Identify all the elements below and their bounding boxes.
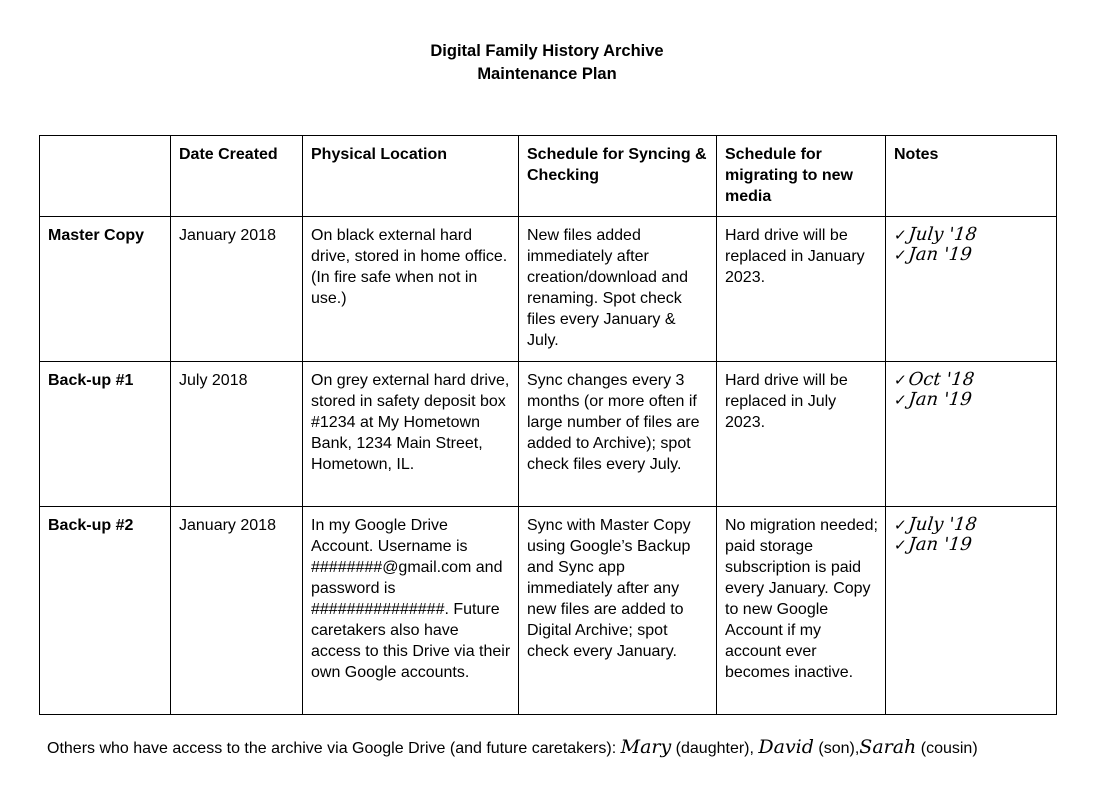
header-notes: Notes xyxy=(886,136,1057,217)
row-name: Back-up #2 xyxy=(40,507,171,715)
sync-schedule-cell: Sync with Master Copy using Google’s Backup and Sync app immediately after any new files are added to Digital Archive; spot check every January. xyxy=(519,507,717,715)
header-physical-location: Physical Location xyxy=(303,136,519,217)
checkmark-icon: ✓ xyxy=(893,536,908,554)
migration-schedule-cell: Hard drive will be replaced in July 2023. xyxy=(717,362,886,507)
notes-cell xyxy=(886,217,1057,362)
notes-cell xyxy=(886,507,1057,715)
handwritten-note: ✓Jan '19 xyxy=(893,244,973,265)
checkmark-icon: ✓ xyxy=(893,516,908,534)
checkmark-icon: ✓ xyxy=(893,226,908,244)
handwritten-note: ✓Jan '19 xyxy=(893,389,973,410)
table-row-backup-2 xyxy=(40,507,1057,715)
footer-caretakers-line xyxy=(47,737,1087,761)
physical-location-cell: On grey external hard drive, stored in safety deposit box #1234 at My Hometown Bank, 1234 Main Street, Hometown, IL. xyxy=(303,362,519,507)
table-row-master-copy xyxy=(40,217,1057,362)
checkmark-icon: ✓ xyxy=(893,371,908,389)
footer-lead-text: Others who have access to the archive via Google Drive (and future caretakers): xyxy=(47,740,617,757)
physical-location-cell: On black external hard drive, stored in home office. (In fire safe when not in use.) xyxy=(303,217,519,362)
checkmark-icon: ✓ xyxy=(893,391,908,409)
header-blank xyxy=(40,136,171,217)
title-line-2: Maintenance Plan xyxy=(477,65,617,83)
migration-schedule-cell: Hard drive will be replaced in January 2023. xyxy=(717,217,886,362)
date-created-cell: January 2018 xyxy=(171,507,303,715)
header-date-created: Date Created xyxy=(171,136,303,217)
notes-cell xyxy=(886,362,1057,507)
footer-relation: (son), xyxy=(818,740,860,757)
table-header-row xyxy=(40,136,1057,217)
row-name: Back-up #1 xyxy=(40,362,171,507)
header-schedule-syncing: Schedule for Syncing & Checking xyxy=(519,136,717,217)
maintenance-plan-table xyxy=(39,135,1057,715)
footer-relation: (daughter), xyxy=(675,740,754,757)
footer-relation: (cousin) xyxy=(920,740,978,757)
sync-schedule-cell: Sync changes every 3 months (or more often if large number of files are added to Archive); spot check files every July. xyxy=(519,362,717,507)
handwritten-note: ✓July '18 xyxy=(893,224,979,245)
handwritten-name: Mary xyxy=(620,736,672,758)
physical-location-cell: In my Google Drive Account. Username is ########@gmail.com and password is ###############. Future caretakers also have access to this Drive via their own Google accounts. xyxy=(303,507,519,715)
date-created-cell: July 2018 xyxy=(171,362,303,507)
handwritten-note: ✓July '18 xyxy=(893,514,979,535)
document-title xyxy=(0,40,1094,86)
date-created-cell: January 2018 xyxy=(171,217,303,362)
migration-schedule-cell: No migration needed; paid storage subscription is paid every January. Copy to new Google Account if my account ever becomes inactive. xyxy=(717,507,886,715)
table-row-backup-1 xyxy=(40,362,1057,507)
header-schedule-migrating: Schedule for migrating to new media xyxy=(717,136,886,217)
handwritten-name: Sarah xyxy=(859,736,917,758)
handwritten-name: David xyxy=(758,736,814,758)
title-line-1: Digital Family History Archive xyxy=(430,42,664,60)
row-name: Master Copy xyxy=(40,217,171,362)
handwritten-note: ✓Oct '18 xyxy=(893,369,976,390)
handwritten-note: ✓Jan '19 xyxy=(893,534,973,555)
checkmark-icon: ✓ xyxy=(893,246,908,264)
sync-schedule-cell: New files added immediately after creation/download and renaming. Spot check files every January & July. xyxy=(519,217,717,362)
